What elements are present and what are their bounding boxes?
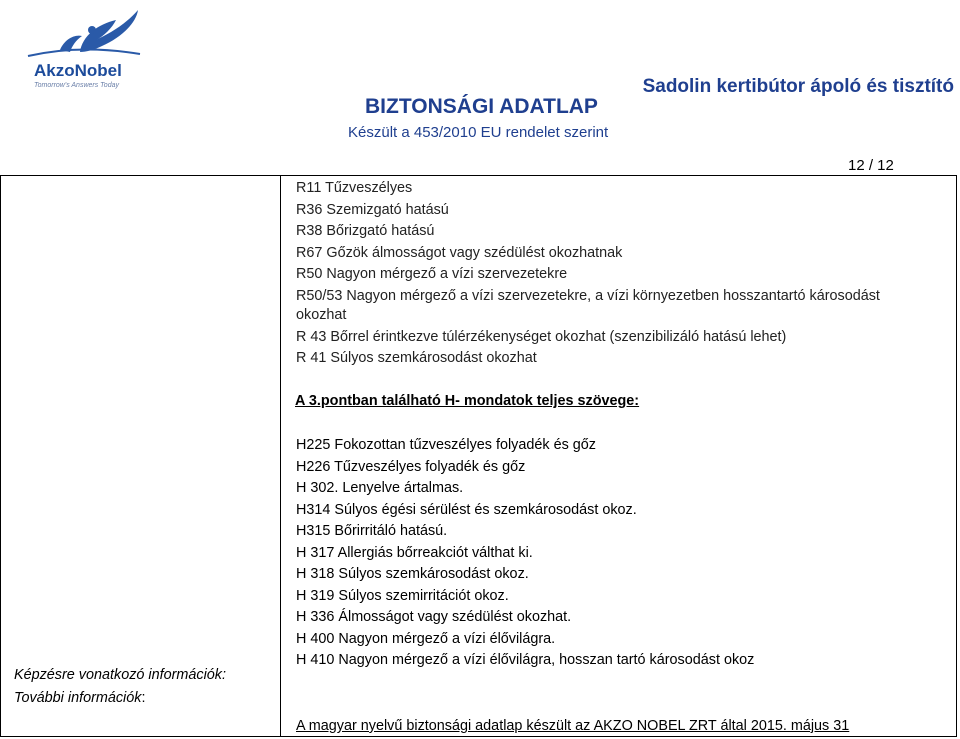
- logo-tagline: Tomorrow's Answers Today: [34, 82, 119, 89]
- h-statement: H315 Bőrirritáló hatású.: [296, 523, 448, 539]
- document-title: BIZTONSÁGI ADATLAP: [365, 95, 598, 118]
- h-statement: H226 Tűzveszélyes folyadék és gőz: [296, 459, 526, 475]
- h-statement: H 318 Súlyos szemkárosodást okoz.: [296, 566, 529, 582]
- logo-text: AkzoNobel: [34, 61, 122, 80]
- r-phrase: R 41 Súlyos szemkárosodást okozhat: [296, 350, 537, 366]
- h-statement: H 400 Nagyon mérgező a vízi élővilágra.: [296, 631, 556, 647]
- further-info-colon: :: [141, 690, 146, 706]
- r-phrase: R38 Bőrizgató hatású: [296, 223, 435, 239]
- h-statement: H 302. Lenyelve ártalmas.: [296, 480, 464, 496]
- product-name: Sadolin kertibútor ápoló és tisztító: [642, 76, 954, 97]
- r-phrase: R67 Gőzök álmosságot vagy szédülést okozhatnak: [296, 245, 623, 261]
- h-statement: H314 Súlyos égési sérülést és szemkárosodást okoz.: [296, 502, 637, 518]
- h-statement: H 336 Álmosságot vagy szédülést okozhat.: [296, 609, 572, 625]
- h-statement: H225 Fokozottan tűzveszélyes folyadék és gőz: [296, 437, 596, 453]
- page-number: 12 / 12: [848, 157, 894, 174]
- r-phrase: R36 Szemizgató hatású: [296, 202, 449, 218]
- r-phrase: R50/53 Nagyon mérgező a vízi szervezetekre, a vízi környezetben hosszantartó károsodást: [296, 288, 880, 304]
- further-info-label: [14, 690, 145, 706]
- document-subtitle: Készült a 453/2010 EU rendelet szerint: [348, 124, 609, 141]
- r-phrase: okozhat: [296, 307, 347, 323]
- h-statements-heading: A 3.pontban található H- mondatok teljes szövege:: [295, 393, 640, 409]
- further-info-text: További információk: [14, 690, 142, 706]
- r-phrase: R50 Nagyon mérgező a vízi szervezetekre: [296, 266, 568, 282]
- r-phrase: R 43 Bőrrel érintkezve túlérzékenységet okozhat (szenzibilizáló hatású lehet): [296, 329, 787, 345]
- training-info-label: Képzésre vonatkozó információk:: [14, 667, 226, 683]
- h-statement: H 410 Nagyon mérgező a vízi élővilágra, hosszan tartó károsodást okoz: [296, 652, 755, 668]
- h-statement: H 319 Súlyos szemirritációt okoz.: [296, 588, 509, 604]
- akzonobel-logo: [20, 6, 150, 92]
- h-statement: H 317 Allergiás bőrreakciót válthat ki.: [296, 545, 533, 561]
- column-divider: [280, 175, 281, 737]
- r-phrase: R11 Tűzveszélyes: [296, 180, 413, 196]
- footer-note: A magyar nyelvű biztonsági adatlap készült az AKZO NOBEL ZRT által 2015. május 31: [296, 718, 850, 734]
